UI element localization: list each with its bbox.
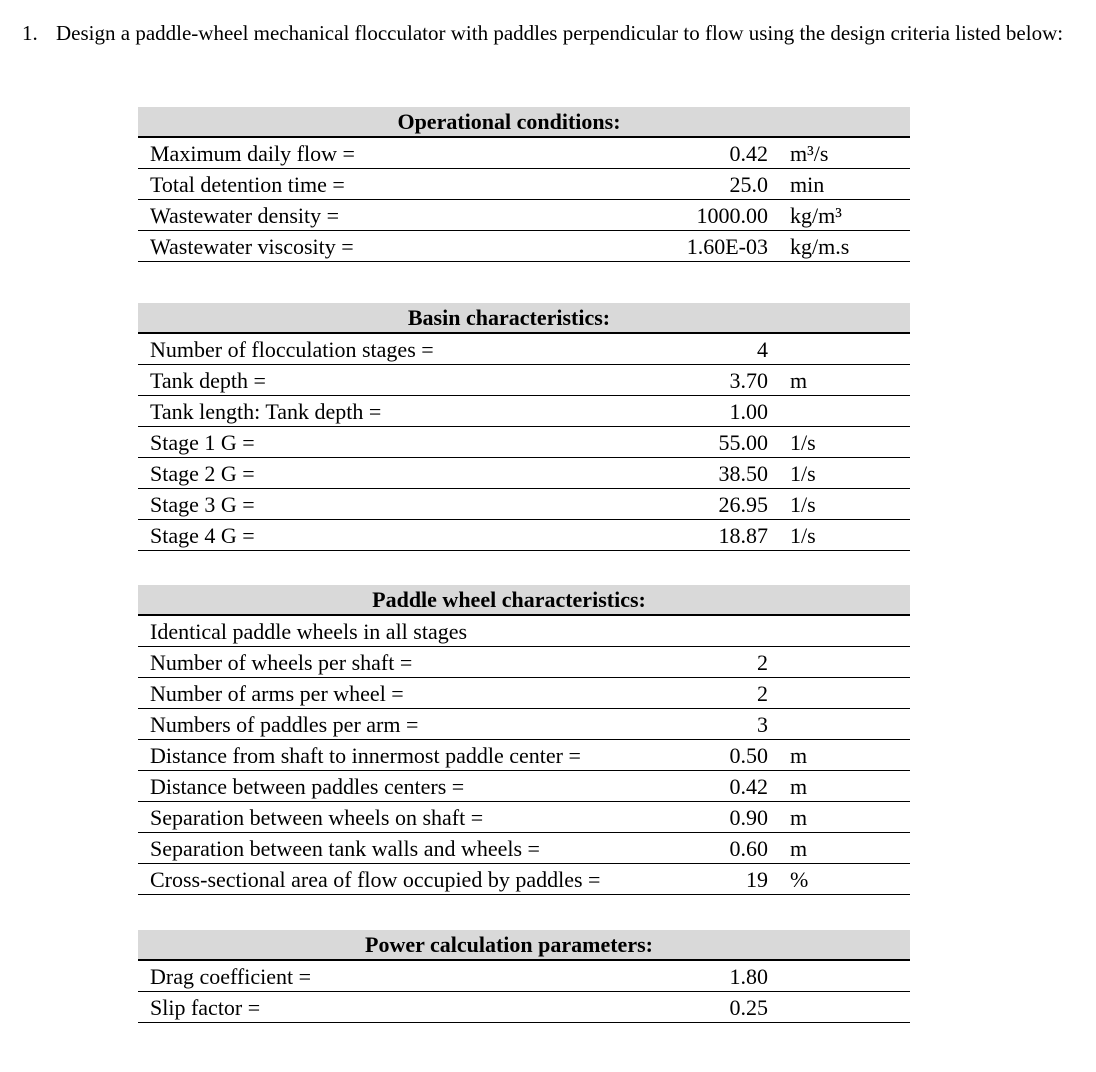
power-calculation-parameters-table — [138, 930, 910, 1023]
row-value: 0.42 — [729, 141, 768, 166]
row-value: 0.90 — [729, 805, 768, 830]
row-label: Tank length: Tank depth = — [150, 399, 382, 424]
row-label: Number of flocculation stages = — [150, 337, 434, 362]
row-value: 0.42 — [729, 774, 768, 799]
row-value: 55.00 — [718, 430, 768, 455]
row-label: Slip factor = — [150, 995, 261, 1020]
row-label: Number of arms per wheel = — [150, 681, 404, 706]
row-value: 19 — [746, 867, 768, 892]
table-row — [138, 138, 910, 169]
row-label: Tank depth = — [150, 368, 266, 393]
table-row — [138, 489, 910, 520]
row-label: Stage 3 G = — [150, 492, 255, 517]
problem-statement — [22, 18, 1082, 48]
row-value: 3.70 — [729, 368, 768, 393]
problem-text: Design a paddle-wheel mechanical flocculator with paddles perpendicular to flow using the design criteria listed below: — [56, 21, 1064, 45]
row-label: Drag coefficient = — [150, 964, 312, 989]
row-unit: 1/s — [790, 523, 816, 548]
row-unit: 1/s — [790, 430, 816, 455]
row-unit: m — [790, 774, 808, 799]
row-value: 0.50 — [729, 743, 768, 768]
row-unit: m — [790, 836, 808, 861]
row-unit: % — [790, 867, 809, 892]
row-value: 0.60 — [729, 836, 768, 861]
table-row — [138, 833, 910, 864]
row-label: Wastewater viscosity = — [150, 234, 354, 259]
table-row — [138, 647, 910, 678]
row-label: Stage 2 G = — [150, 461, 255, 486]
table-row — [138, 458, 910, 489]
row-label: Stage 1 G = — [150, 430, 255, 455]
row-label: Cross-sectional area of flow occupied by paddles = — [150, 867, 601, 892]
table-row — [138, 200, 910, 231]
table-row — [138, 709, 910, 740]
row-value: 25.0 — [729, 172, 768, 197]
table-row — [138, 616, 910, 647]
table-row — [138, 231, 910, 262]
table-row — [138, 678, 910, 709]
row-value: 3 — [757, 712, 768, 737]
row-label: Separation between tank walls and wheels = — [150, 836, 540, 861]
row-unit: m³/s — [790, 141, 829, 166]
row-unit: min — [790, 172, 825, 197]
row-value: 2 — [757, 650, 768, 675]
row-value: 1.80 — [729, 964, 768, 989]
row-value: 18.87 — [718, 523, 768, 548]
table-row — [138, 992, 910, 1023]
row-value: 26.95 — [718, 492, 768, 517]
table-header: Basin characteristics: — [138, 303, 910, 334]
table-row — [138, 771, 910, 802]
row-label: Stage 4 G = — [150, 523, 255, 548]
row-value: 1.60E-03 — [686, 234, 768, 259]
problem-number: 1. — [22, 21, 38, 45]
row-label: Separation between wheels on shaft = — [150, 805, 484, 830]
row-value: 4 — [757, 337, 768, 362]
row-value: 2 — [757, 681, 768, 706]
table-row — [138, 365, 910, 396]
table-row — [138, 802, 910, 833]
row-label: Numbers of paddles per arm = — [150, 712, 419, 737]
table-row — [138, 740, 910, 771]
table-row — [138, 961, 910, 992]
row-value: 1000.00 — [696, 203, 768, 228]
operational-conditions-table — [138, 107, 910, 262]
row-label: Identical paddle wheels in all stages — [150, 619, 468, 644]
row-unit: 1/s — [790, 492, 816, 517]
row-label: Distance between paddles centers = — [150, 774, 465, 799]
row-value: 0.25 — [729, 995, 768, 1020]
table-row — [138, 520, 910, 551]
row-label: Number of wheels per shaft = — [150, 650, 413, 675]
row-unit: kg/m.s — [790, 234, 850, 259]
paddle-wheel-characteristics-table — [138, 585, 910, 895]
row-label: Wastewater density = — [150, 203, 340, 228]
row-value: 1.00 — [729, 399, 768, 424]
row-label: Maximum daily flow = — [150, 141, 355, 166]
row-unit: m — [790, 368, 808, 393]
table-row — [138, 396, 910, 427]
row-label: Distance from shaft to innermost paddle center = — [150, 743, 581, 768]
table-row — [138, 169, 910, 200]
row-label: Total detention time = — [150, 172, 345, 197]
row-unit: kg/m³ — [790, 203, 842, 228]
table-header: Operational conditions: — [138, 107, 910, 138]
table-row — [138, 334, 910, 365]
row-unit: 1/s — [790, 461, 816, 486]
table-row — [138, 427, 910, 458]
table-header: Power calculation parameters: — [138, 930, 910, 961]
table-header: Paddle wheel characteristics: — [138, 585, 910, 616]
row-value: 38.50 — [718, 461, 768, 486]
table-row — [138, 864, 910, 895]
row-unit: m — [790, 743, 808, 768]
row-unit: m — [790, 805, 808, 830]
basin-characteristics-table — [138, 303, 910, 551]
